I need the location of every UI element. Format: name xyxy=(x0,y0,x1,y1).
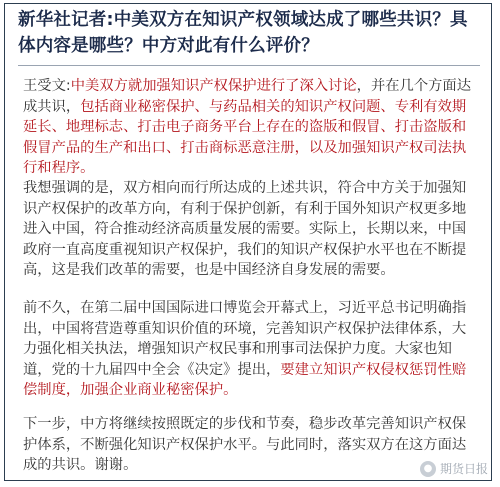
answer-paragraph-3 xyxy=(23,298,475,401)
wechat-icon: ● xyxy=(420,461,436,477)
answer-paragraph-1 xyxy=(23,76,475,179)
speaker-name: 王受文: xyxy=(23,78,71,94)
question-heading: 新华社记者:中美双方在知识产权领域达成了哪些共识？具体内容是哪些？中方对此有什么评价？ xyxy=(18,10,468,56)
plain-text-3: 前不久，在第二届中国国际进口博览会开幕式上，习近平总书记明确指出，中国将营造尊重知识价值的环境，完善知识产权保护法律体系，大力强化相关执法，增强知识产权民事和刑事司法保护力度。大家也知道，党的十九届四中全会《决定》提出， xyxy=(23,300,467,378)
plain-text-1: ，并在几个方面达成共识， xyxy=(23,78,472,115)
highlight-text-2: 包括商业秘密保护、与药品相关的知识产权问题、专利有效期延长、地理标志、打击电子商务平台上存在的盗版和假冒、打击盗版和假冒产品的生产和出口、打击商标恶意注册，以及加强知识产权司法执行和程序。 xyxy=(23,98,467,176)
answer-paragraph-4: 下一步，中方将继续按照既定的步伐和节奏，稳步改革完善知识产权保护体系，不断强化知识产权保护水平。与此同时，落实双方在这方面达成的共识。谢谢。 xyxy=(23,416,467,473)
heading-divider xyxy=(18,65,480,66)
watermark-text: 期货日报 xyxy=(439,462,488,476)
answer-paragraph-2: 我想强调的是，双方相向而行所达成的上述共识，符合中方关于加强知识产权保护的改革方向，有利于保护创新，有利于国外知识产权更多地进入中国，符合推动经济高质量发展的需要。实际上，长期以来，中国政府一直高度重视知识产权保护，我们的知识产权保护水平也在不断提高，这是我们改革的需要，也是中国经济自身发展的需要。 xyxy=(23,180,467,278)
highlight-text-3: 要建立知识产权侵权惩罚性赔偿制度，加强企业商业秘密保护。 xyxy=(23,361,467,398)
source-watermark xyxy=(420,460,488,477)
highlight-text-1: 中美双方就加强知识产权保护进行了深入讨论 xyxy=(70,78,357,94)
